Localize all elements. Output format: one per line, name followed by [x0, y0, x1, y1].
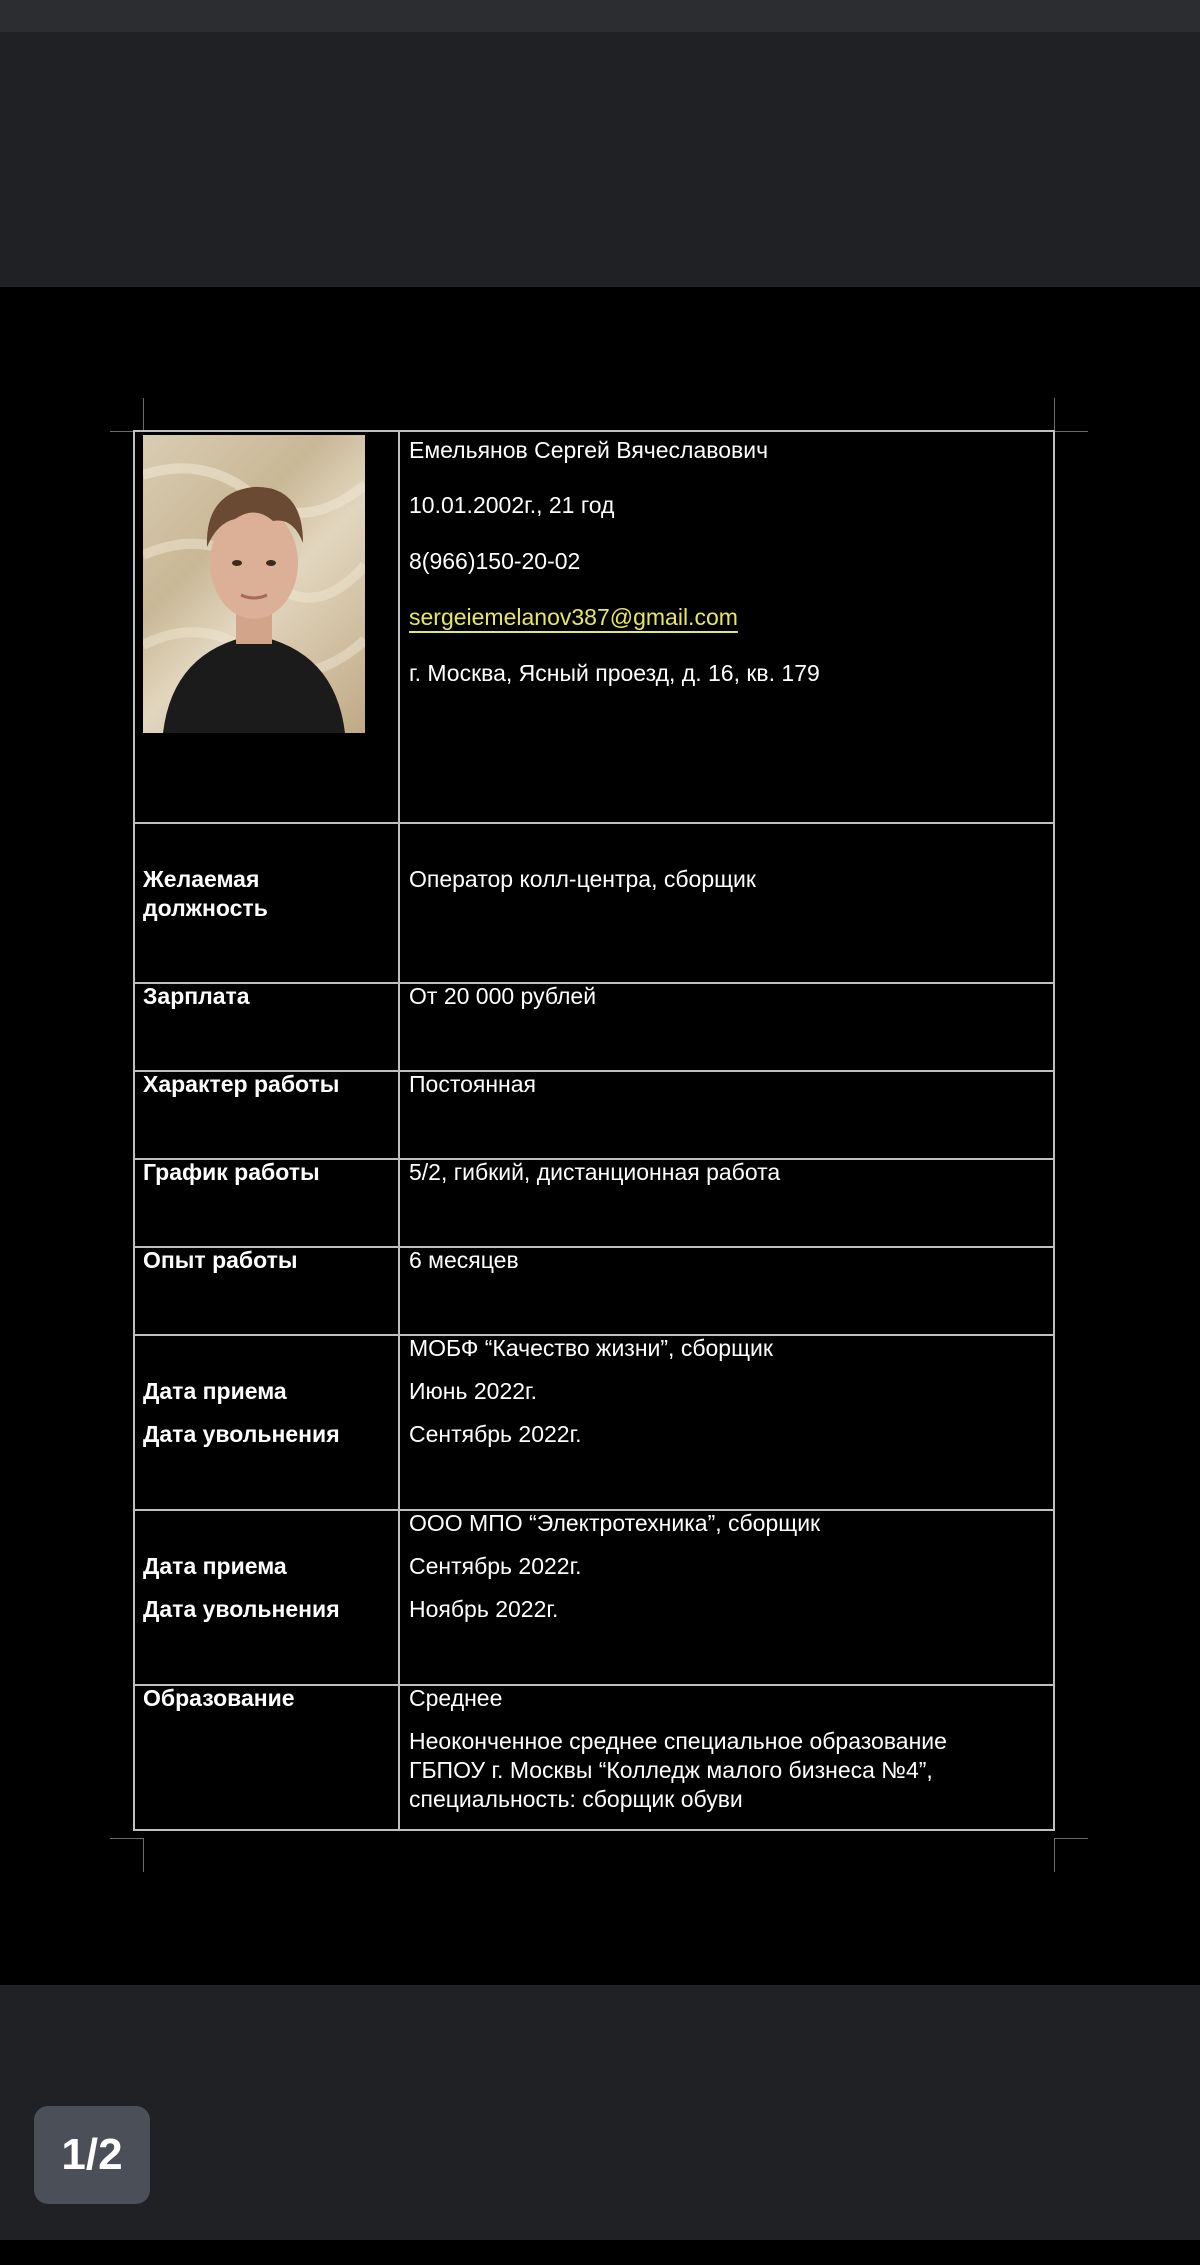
fire-date-label: Дата увольнения — [143, 1421, 340, 1447]
education-level: Среднее — [409, 1685, 503, 1711]
crop-mark — [1054, 398, 1055, 432]
fire-date-label: Дата увольнения — [143, 1596, 340, 1622]
position-label-line: Желаемая — [143, 866, 260, 892]
education-detail-line: Неоконченное среднее специальное образование — [409, 1728, 947, 1754]
fire-date-value: Ноябрь 2022г. — [409, 1596, 559, 1622]
schedule-value: 5/2, гибкий, дистанционная работа — [409, 1159, 781, 1185]
experience-value: 6 месяцев — [409, 1247, 519, 1273]
hire-date-value: Сентябрь 2022г. — [409, 1553, 582, 1579]
crop-mark — [1054, 431, 1088, 432]
table-border — [133, 430, 1055, 432]
crop-mark — [1054, 1838, 1055, 1872]
education-label: Образование — [143, 1685, 295, 1711]
viewer-top-area — [0, 32, 1200, 287]
status-strip — [0, 0, 1200, 32]
table-border — [133, 430, 135, 1831]
salary-value: От 20 000 рублей — [409, 983, 597, 1009]
experience-label: Опыт работы — [143, 1247, 298, 1273]
position-value: Оператор колл-центра, сборщик — [409, 866, 756, 892]
crop-mark — [110, 1838, 144, 1839]
education-detail-line: специальность: сборщик обуви — [409, 1786, 743, 1812]
phone-number: 8(966)150-20-02 — [409, 548, 581, 574]
salary-label: Зарплата — [143, 983, 250, 1009]
crop-mark — [143, 398, 144, 432]
work-type-label: Характер работы — [143, 1071, 340, 1097]
hire-date-label: Дата приема — [143, 1378, 287, 1404]
education-detail-line: ГБПОУ г. Москвы “Колледж малого бизнеса №4”, — [409, 1757, 933, 1783]
table-border — [398, 430, 400, 1831]
hire-date-value: Июнь 2022г. — [409, 1378, 537, 1404]
schedule-label: График работы — [143, 1159, 320, 1185]
position-label — [143, 865, 268, 923]
viewer-bottom-area — [0, 1985, 1200, 2240]
profile-photo — [143, 435, 365, 733]
position-label-line: должность — [143, 895, 268, 921]
work-type-value: Постоянная — [409, 1071, 536, 1097]
email-link[interactable]: sergeiemelanov387@gmail.com — [409, 604, 738, 630]
navigation-strip — [0, 2240, 1200, 2265]
table-border — [1053, 430, 1055, 1831]
table-border — [133, 1829, 1055, 1831]
table-border — [133, 822, 1055, 824]
birth-date: 10.01.2002г., 21 год — [409, 492, 615, 518]
home-address: г. Москва, Ясный проезд, д. 16, кв. 179 — [409, 660, 820, 686]
hire-date-label: Дата приема — [143, 1553, 287, 1579]
job-title: ООО МПО “Электротехника”, сборщик — [409, 1510, 821, 1536]
crop-mark — [143, 1838, 144, 1872]
page-indicator[interactable]: 1/2 — [34, 2106, 150, 2204]
full-name: Емельянов Сергей Вячеславович — [409, 437, 769, 463]
crop-mark — [1054, 1838, 1088, 1839]
education-detail — [409, 1727, 947, 1814]
job-title: МОБФ “Качество жизни”, сборщик — [409, 1335, 773, 1361]
fire-date-value: Сентябрь 2022г. — [409, 1421, 582, 1447]
